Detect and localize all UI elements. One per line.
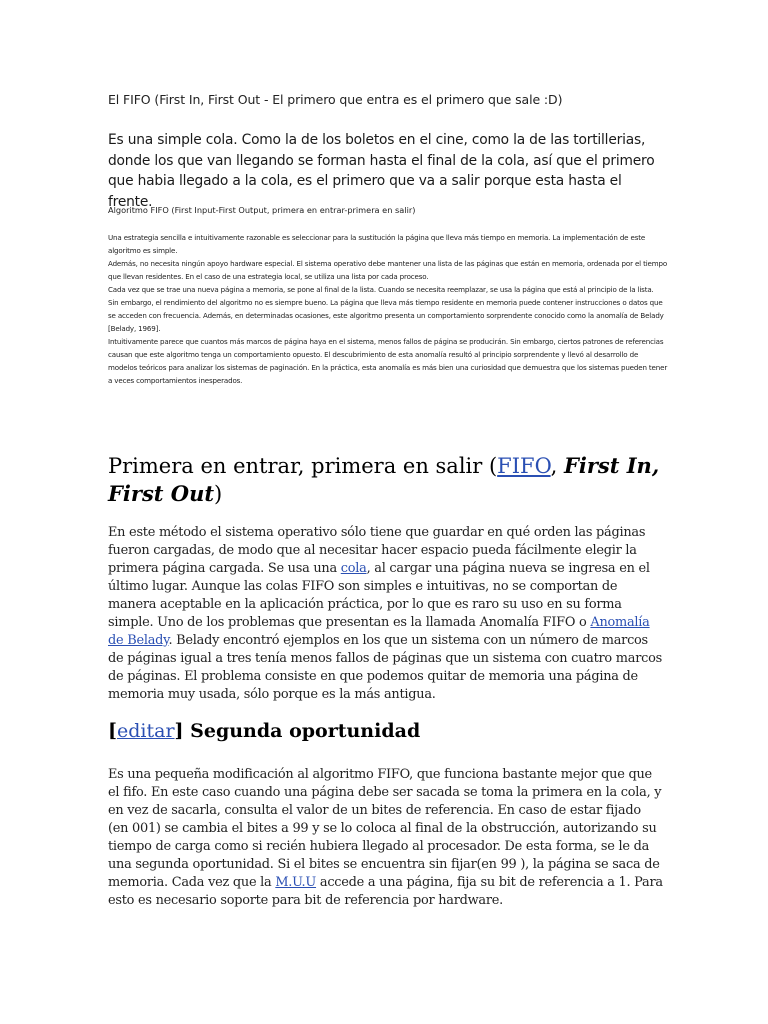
body-text: . Belady encontró ejemplos en los que un sistema con un número de marcos de páginas igual a tres tenía menos fallos de páginas que un sistema con cuatro marcos de páginas. El problema consiste en que podemos quitar de memoria una página de memoria muy usada, sólo porque es la más antigua. bbox=[108, 633, 662, 702]
muu-link[interactable]: M.U.U bbox=[275, 875, 317, 890]
algorithm-paragraph: Intuitivamente parece que cuantos más marcos de página haya en el sistema, menos fallos de página se producirán. Sin embargo, ciertos patrones de referencias causan que este algoritmo tenga un comportamiento opuesto. El descubrimiento de esta anomalía resultó al principio sorprendente y llevó al desarrollo de modelos teóricos para analizar los sistemas de paginación. En la práctica, esta anomalía es más bien una curiosidad que demuestra que los sistemas pueden tener a veces comportamientos inesperados. bbox=[108, 337, 668, 385]
edit-link[interactable]: editar bbox=[117, 720, 175, 742]
section-title-sep: , bbox=[550, 454, 564, 478]
section-second-chance-title bbox=[108, 720, 668, 742]
section-title-prefix: Primera en entrar, primera en salir ( bbox=[108, 454, 498, 478]
cola-link[interactable]: cola bbox=[340, 561, 367, 576]
fifo-link[interactable]: FIFO bbox=[497, 454, 551, 478]
section-fifo-body bbox=[108, 524, 664, 704]
body-text: Es una pequeña modificación al algoritmo FIFO, que funciona bastante mejor que que el fifo. En este caso cuando una página debe ser sacada se toma la primera en la cola, y en vez de sacarla, consulta el valor de un bites de referencia. En caso de estar fijado (en 001) se cambia el bites a 99 y se lo coloca al final de la obstrucción, autorizando su tiempo de carga como si recién hubiera llegado al procesador. De esta forma, se le da una segunda oportunidad. Si el bites se encuentra sin fijar(en 99 ), la página se saca de memoria. Cada vez que la bbox=[108, 767, 662, 890]
body-text: accede a una página, fija su bit de referencia a 1. Para esto es necesario soporte para bit de referencia por hardware. bbox=[108, 875, 663, 908]
bracket-close: ] bbox=[174, 720, 184, 742]
section-title-italic: First In, First Out bbox=[108, 453, 660, 506]
belady-link[interactable]: Anomalía de Belady bbox=[108, 615, 650, 648]
algorithm-paragraph: Sin embargo, el rendimiento del algoritmo no es siempre bueno. La página que lleva más tiempo residente en memoria puede contener instrucciones o datos que se acceden con frecuencia. Además, en determinadas ocasiones, este algoritmo presenta un comportamiento sorprendente conocido como la anomalía de Belady [Belady, 1969]. bbox=[108, 298, 664, 333]
bracket-open: [ bbox=[108, 720, 117, 742]
section-title-suffix: ) bbox=[214, 482, 223, 506]
body-text: , al cargar una página nueva se ingresa en el último lugar. Aunque las colas FIFO son simples e intuitivas, no se comportan de manera aceptable en la aplicación práctica, por lo que es raro su uso en su forma simple. Uno de los problemas que presentan es la llamada Anomalía FIFO o bbox=[108, 561, 650, 630]
section-second-chance-body bbox=[108, 766, 664, 910]
algorithm-paragraph: Además, no necesita ningún apoyo hardware especial. El sistema operativo debe mantener una lista de las páginas que están en memoria, ordenada por el tiempo que llevan residentes. En el caso de una estrategia local, se utiliza una lista por cada proceso. bbox=[108, 259, 668, 281]
algorithm-title: Algoritmo FIFO (First Input-First Output, primera en entrar-primera en salir) bbox=[108, 205, 416, 215]
body-text: En este método el sistema operativo sólo tiene que guardar en qué orden las páginas fueron cargadas, de modo que al necesitar hacer espacio pueda fácilmente elegir la primera página cargada. Se usa una bbox=[108, 525, 646, 576]
algorithm-paragraph: Una estrategia sencilla e intuitivamente razonable es seleccionar para la sustitución la página que lleva más tiempo en memoria. La implementación de este algoritmo es simple. bbox=[108, 233, 646, 255]
intro-paragraph: Es una simple cola. Como la de los boletos en el cine, como la de las tortillerias, donde los que van llegando se forman hasta el final de la cola, así que el primero que habia llegado a la cola, es el primero que va a salir porque esta hasta el frente. bbox=[108, 132, 655, 210]
algorithm-paragraph: Cada vez que se trae una nueva página a memoria, se pone al final de la lista. Cuando se necesita reemplazar, se usa la página que está al principio de la lista. bbox=[108, 285, 654, 294]
algorithm-body bbox=[108, 231, 668, 387]
fifo-heading: El FIFO (First In, First Out - El primero que entra es el primero que sale :D) bbox=[108, 92, 563, 107]
section-fifo-title bbox=[108, 452, 678, 508]
section-title-text: Segunda oportunidad bbox=[183, 720, 421, 742]
